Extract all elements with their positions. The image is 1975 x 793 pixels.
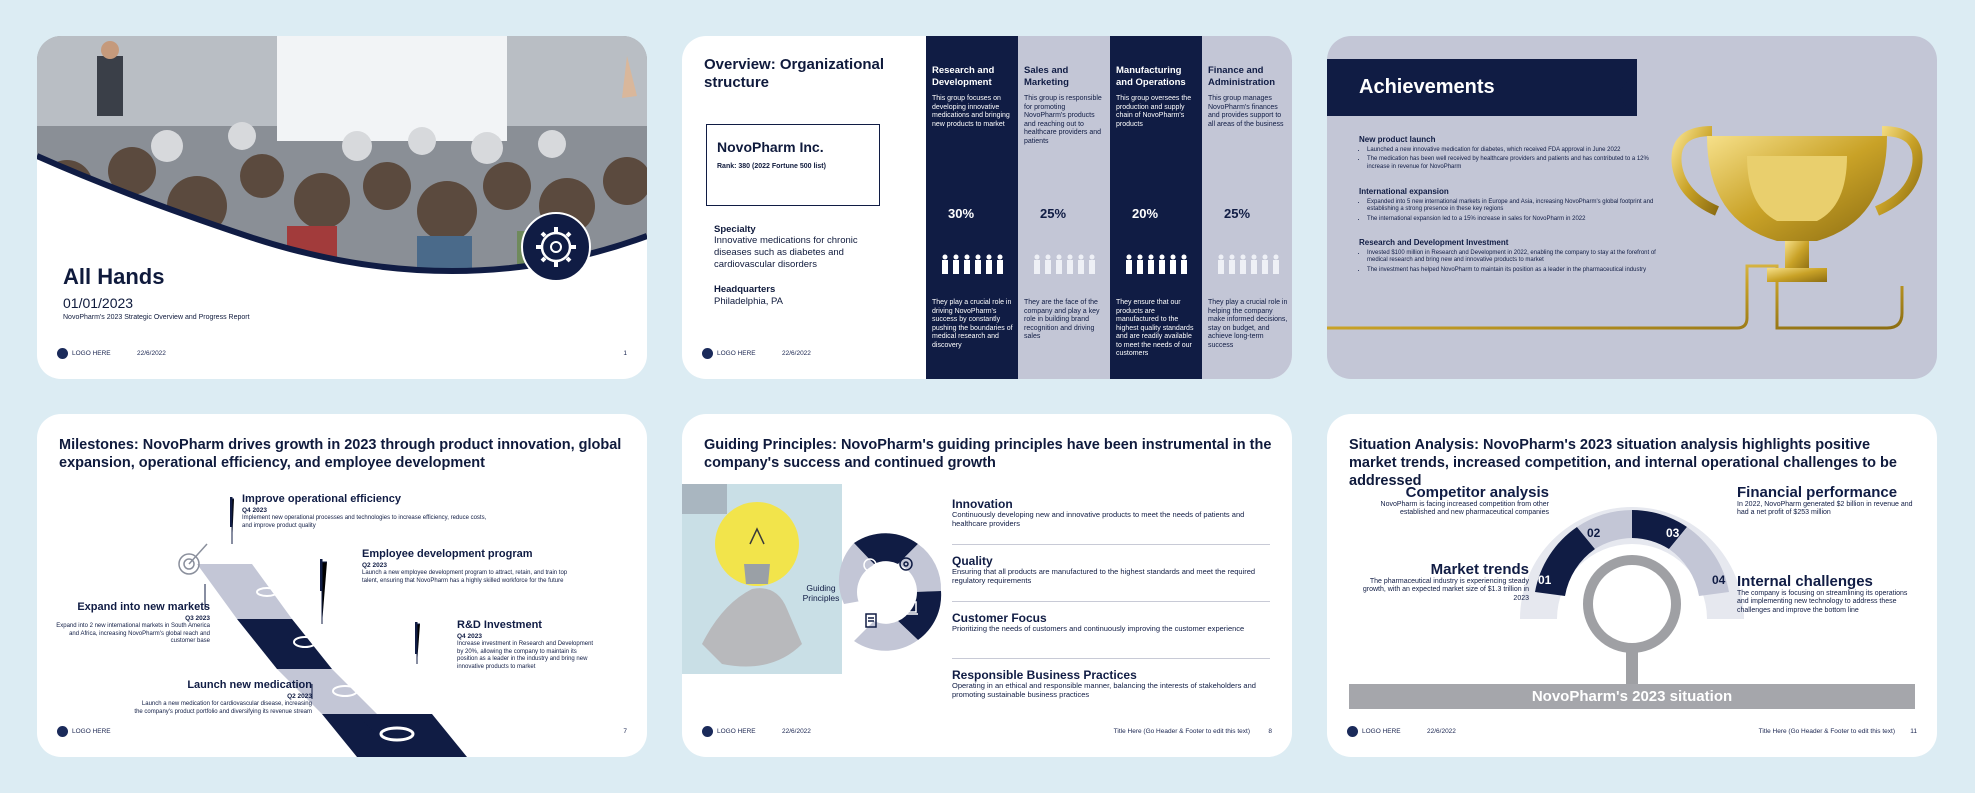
footer-date: 22/6/2022 (137, 350, 166, 357)
event-date: 01/01/2023 (63, 295, 134, 311)
segment-label: 04 (1712, 573, 1726, 587)
milestone-text: Implement new operational processes and technologies to increase efficiency, reduce costs, and improve product quality (242, 515, 487, 529)
principle-heading: Quality (952, 554, 993, 568)
page-number: 8 (1268, 728, 1272, 735)
person-head (1046, 255, 1051, 260)
person-head (1127, 255, 1132, 260)
people-icon (938, 254, 1008, 276)
dept-note: They ensure that our products are manufactured to the highest quality standards and are readily available to meet the needs of our customers (1116, 299, 1194, 357)
person-body (1181, 260, 1187, 274)
dept-note: They are the face of the company and play a key role in building brand recognition and driving sales (1024, 299, 1100, 340)
logo (57, 348, 111, 359)
page-number: 1 (623, 350, 627, 357)
block-text: In 2022, NovoPharm generated $2 billion in revenue and had a net profit of $253 million (1737, 500, 1913, 516)
person-body (953, 260, 959, 274)
person-body (1159, 260, 1165, 274)
achievement-section (1359, 239, 1669, 276)
people-icon (1214, 254, 1284, 276)
milestone-text: Launch a new medication for cardiovascular disease, increasing the company's product portfolio and diversifying its revenue stream (134, 701, 312, 715)
company-rank: Rank: 380 (2022 Fortune 500 list) (717, 163, 826, 170)
achievement-section (1359, 136, 1669, 173)
milestone-heading: Improve operational efficiency (242, 493, 401, 505)
milestone (55, 601, 210, 646)
dept-column (1018, 36, 1110, 379)
block-heading: Financial performance (1737, 484, 1898, 501)
dept-desc: This group focuses on developing innovative medications and bringing new products to market (932, 95, 1010, 128)
competitor-analysis (1349, 484, 1549, 518)
person-body (1126, 260, 1132, 274)
principle-text: Prioritizing the needs of customers and continuously improving the customer experience (952, 624, 1245, 633)
principle (952, 497, 1272, 528)
person-body (1240, 260, 1246, 274)
company-box (706, 124, 880, 206)
person-head (954, 255, 959, 260)
dept-heading: Finance and Administration (1208, 65, 1276, 88)
block-heading: Internal challenges (1737, 573, 1873, 590)
dept-column (1110, 36, 1202, 379)
slide-title: All Hands (63, 264, 165, 289)
person-head (965, 255, 970, 260)
milestone-heading: R&D Investment (457, 619, 542, 631)
center-label: Guiding Principles (802, 583, 840, 603)
block-heading: Competitor analysis (1405, 484, 1549, 501)
footer-title: Title Here (Go Header & Footer to edit this text) (1113, 728, 1250, 735)
milestone-quarter: Q4 2023 (457, 632, 482, 640)
principle (952, 611, 1272, 633)
section-heading: International expansion (1359, 187, 1449, 196)
person-head (1035, 255, 1040, 260)
financial-performance (1737, 484, 1917, 518)
person-head (1230, 255, 1235, 260)
person-body (1034, 260, 1040, 274)
dept-column (926, 36, 1018, 379)
person-body (1089, 260, 1095, 274)
person-head (1090, 255, 1095, 260)
people-icon (1122, 254, 1192, 276)
slide-title: Guiding Principles: NovoPharm's guiding principles have been instrumental in the company's success and continued growth (704, 437, 1272, 471)
footer-title: Title Here (Go Header & Footer to edit this text) (1758, 728, 1895, 735)
dept-percent: 25% (1224, 206, 1251, 221)
person-head (976, 255, 981, 260)
milestone-text: Increase investment in Research and Development by 20%, allowing the company to maintain its position as a leader in the industry and bring new innovative products to market (457, 641, 594, 670)
slide-title: Overview: Organizational structure (704, 56, 885, 91)
segment-label: 01 (1538, 573, 1552, 587)
person-head (1252, 255, 1257, 260)
block-text: The pharmaceutical industry is experiencing steady growth, with an expected market size of $1.3 trillion in 2023 (1362, 577, 1529, 602)
lightbulb-illustration (682, 414, 1292, 757)
principle (952, 554, 1272, 585)
slide-title: Situation Analysis: NovoPharm's 2023 situation analysis highlights positive market trends, increased competition, and internal operational challenges to be addressed (1349, 437, 1897, 489)
milestone-quarter: Q2 2023 (362, 561, 387, 569)
slide-7-thumbnail[interactable] (37, 414, 647, 757)
principle (952, 668, 1272, 699)
principle-heading: Innovation (952, 497, 1013, 511)
logo-text: LOGO HERE (72, 350, 111, 357)
dept-desc: This group is responsible for promoting NovoPharm's products and reaching out to healthcare providers and patients (1024, 95, 1102, 145)
section-heading: New product launch (1359, 135, 1436, 144)
milestone (132, 679, 312, 716)
divider (952, 658, 1270, 659)
person-body (1273, 260, 1279, 274)
milestone (362, 548, 572, 585)
dept-column (1202, 36, 1292, 379)
divider (952, 544, 1270, 545)
slide-title: Milestones: NovoPharm drives growth in 2023 through product innovation, global expansion, operational efficiency, and employee development (59, 437, 622, 471)
milestone-arrow-path (37, 414, 647, 757)
dept-note: They play a crucial role in driving NovoPharm's success by constantly pushing the boundaries of medical research and discovery (932, 299, 1013, 349)
gear-icon (521, 212, 591, 282)
logo-icon (1347, 726, 1358, 737)
person-body (1056, 260, 1062, 274)
specialty-text: Innovative medications for chronic diseases such as diabetes and cardiovascular disorders (714, 235, 858, 270)
person-body (1067, 260, 1073, 274)
bullet: • The investment has helped NovoPharm to maintain its position as a leader in the pharmaceutical industry (1367, 267, 1669, 275)
person-head (987, 255, 992, 260)
principle-heading: Customer Focus (952, 611, 1047, 625)
specialty-label: Specialty (714, 224, 756, 235)
person-body (1148, 260, 1154, 274)
person-body (997, 260, 1003, 274)
person-body (1229, 260, 1235, 274)
milestone-text: Expand into 2 new international markets in South America and Africa, increasing NovoPharm's global reach and customer base (56, 623, 210, 644)
person-head (1079, 255, 1084, 260)
block-text: The company is focusing on streamlining its operations and implementing new technology to address these challenges and improve the bottom line (1737, 589, 1908, 614)
bullet: • Launched a new innovative medication for diabetes, which received FDA approval in June 2022 (1367, 147, 1669, 155)
dept-heading: Manufacturing and Operations (1116, 65, 1186, 88)
person-head (1263, 255, 1268, 260)
person-head (1149, 255, 1154, 260)
person-head (1182, 255, 1187, 260)
dept-percent: 30% (948, 206, 975, 221)
page-number: 11 (1910, 728, 1917, 735)
page-number: 7 (623, 728, 627, 735)
bullet: • Invested $100 million in Research and Development in 2022, enabling the company to stay at the forefront of medical research and bring new and innovative products to market (1367, 250, 1669, 265)
divider (952, 601, 1270, 602)
person-head (1241, 255, 1246, 260)
bullet: • The international expansion led to a 15% increase in sales for NovoPharm in 2022 (1367, 216, 1669, 224)
footer-date: 22/6/2022 (782, 728, 811, 735)
hq-label: Headquarters (714, 284, 776, 295)
person-head (1138, 255, 1143, 260)
hq-text: Philadelphia, PA (714, 296, 784, 307)
person-body (986, 260, 992, 274)
dept-note: They play a crucial role in helping the company make informed decisions, stay on budget, and achieve long-term success (1208, 299, 1288, 349)
slide-11-thumbnail[interactable] (1327, 414, 1937, 757)
footer-date: 22/6/2022 (782, 350, 811, 357)
person-head (1274, 255, 1279, 260)
person-head (1160, 255, 1165, 260)
slide-footer (702, 727, 1272, 739)
logo (57, 726, 111, 737)
section-heading: Research and Development Investment (1359, 238, 1509, 247)
person-head (943, 255, 948, 260)
logo-icon (702, 726, 713, 737)
logo-icon (57, 726, 68, 737)
dept-heading: Research and Development (932, 65, 995, 88)
person-body (1262, 260, 1268, 274)
bullet: • The medication has been well received by healthcare providers and patients and has contributed to a 12% increase in revenue for NovoPharm (1367, 156, 1669, 171)
slide-1-thumbnail[interactable] (37, 36, 647, 379)
person-head (1057, 255, 1062, 260)
person-head (998, 255, 1003, 260)
person-body (942, 260, 948, 274)
slide-title: Achievements (1359, 76, 1495, 98)
person-head (1219, 255, 1224, 260)
principle-text: Operating in an ethical and responsible manner, balancing the interests of stakeholders and promoting sustainable business practices (952, 681, 1256, 699)
slide-8-thumbnail[interactable] (682, 414, 1292, 757)
dept-percent: 20% (1132, 206, 1159, 221)
slide-3-thumbnail[interactable] (1327, 36, 1937, 379)
logo (702, 726, 756, 737)
logo-text: LOGO HERE (717, 728, 756, 735)
block-heading: Market trends (1430, 561, 1529, 578)
milestone-heading: Expand into new markets (77, 601, 210, 613)
dept-desc: This group manages NovoPharm's finances and provides support to all areas of the business (1208, 95, 1284, 128)
person-head (1068, 255, 1073, 260)
subtitle: NovoPharm's 2023 Strategic Overview and Progress Report (63, 314, 250, 321)
dept-desc: This group oversees the production and supply chain of NovoPharm's products (1116, 95, 1192, 128)
logo (702, 348, 756, 359)
slide-footer (57, 727, 627, 739)
logo-icon (57, 348, 68, 359)
person-body (1045, 260, 1051, 274)
person-body (1078, 260, 1084, 274)
milestone-quarter: Q2 2023 (287, 692, 312, 700)
people-icon (1030, 254, 1100, 276)
logo (1347, 726, 1401, 737)
principle-heading: Responsible Business Practices (952, 668, 1137, 682)
person-body (975, 260, 981, 274)
logo-text: LOGO HERE (72, 728, 111, 735)
footer-date: 22/6/2022 (1427, 728, 1456, 735)
slide-footer (1347, 727, 1917, 739)
situation-bar: NovoPharm's 2023 situation (1349, 684, 1915, 709)
milestone (457, 619, 597, 671)
person-body (1251, 260, 1257, 274)
milestone-text: Launch a new employee development program to attract, retain, and train top talent, ensuring that NovoPharm has a highly skilled workforce for the future (362, 570, 568, 584)
logo-icon (702, 348, 713, 359)
segment-label: 02 (1587, 526, 1601, 540)
milestone-quarter: Q4 2023 (242, 506, 267, 514)
market-trends (1349, 561, 1529, 603)
slide-footer (702, 349, 902, 361)
dept-heading: Sales and Marketing (1024, 65, 1069, 88)
principle-text: Ensuring that all products are manufactured to the highest standards and meet the required regulatory requirements (952, 567, 1256, 585)
milestone (242, 493, 492, 530)
block-text: NovoPharm is facing increased competition from other established and new pharmaceutical companies (1380, 500, 1549, 516)
principle-text: Continuously developing new and innovative products to meet the needs of patients and healthcare providers (952, 510, 1245, 528)
person-body (1170, 260, 1176, 274)
person-body (1137, 260, 1143, 274)
slide-2-thumbnail[interactable] (682, 36, 1292, 379)
person-body (1218, 260, 1224, 274)
achievement-section (1359, 188, 1669, 225)
segment-label: 03 (1666, 526, 1680, 540)
person-head (1171, 255, 1176, 260)
company-name: NovoPharm Inc. (717, 139, 824, 155)
slide-footer (57, 349, 627, 361)
internal-challenges (1737, 573, 1917, 615)
milestone-heading: Employee development program (362, 548, 533, 560)
logo-text: LOGO HERE (1362, 728, 1401, 735)
milestone-heading: Launch new medication (187, 679, 312, 691)
milestone-quarter: Q3 2023 (185, 614, 210, 622)
logo-text: LOGO HERE (717, 350, 756, 357)
bullet: • Expanded into 5 new international markets in Europe and Asia, increasing NovoPharm's global footprint and establishing a strong presence in these key regions (1367, 199, 1669, 214)
dept-percent: 25% (1040, 206, 1067, 221)
person-body (964, 260, 970, 274)
